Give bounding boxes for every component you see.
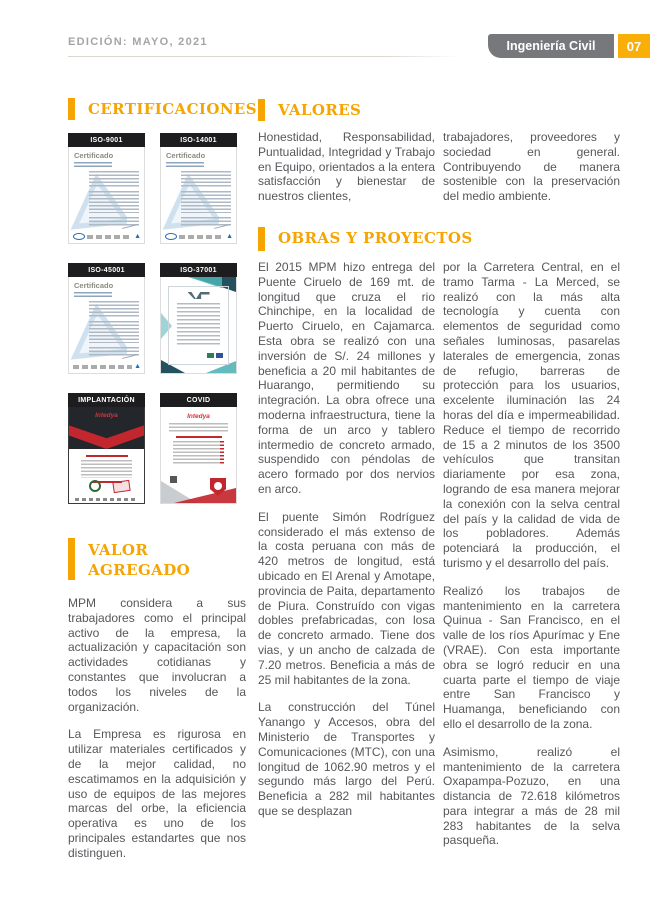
logo-square [216, 353, 223, 358]
paragraph: La Empresa es rigurosa en utilizar materiales certificados y de la mejor calidad, no escatimamos en la adquisición y uso de equipos de las mejores marcas del orbe, la eficiencia operativa es uno de los principales estandartes que nos distinguen. [68, 727, 246, 860]
category-badge [488, 34, 614, 58]
tuv-logo-icon: ▲ [134, 363, 141, 370]
logo-square [207, 353, 214, 358]
tuv-logo-icon: ▲ [134, 233, 141, 240]
fake-text-lines [81, 460, 132, 478]
red-title-line [86, 455, 128, 457]
section-title-line2: AGREGADO [88, 561, 191, 579]
category-badge-label: Ingeniería Civil [506, 39, 596, 53]
valor-agregado-text [68, 596, 246, 861]
obras-column-2 [443, 260, 620, 861]
intedya-brand-text: Intedya [187, 413, 210, 420]
intedya-brand-text: Intedya [95, 412, 118, 419]
certificate-title-text: Certificado [74, 281, 114, 290]
paragraph: por la Carretera Central, en el tramo Tarma - La Merced, se realizó con la más alta tecnología y cuenta con elementos de seguridad como señales luminosas, pasarelas laterales de emergencia, zonas de refugio, barreras de protección para los usuarios, excelente iluminación las 24 horas del día e impermeabilidad. Reduce el tiempo de recorrido de 15 a 2 minutos de los 3500 vehículos que transitan diariamente por esa zona, logrando de esa manera mejorar la conexión con la selva central del país y la calidad de vida de los pobladores. Además potenciará la producción, el turismo y el desarrollo del país. [443, 260, 620, 570]
obras-column-1 [258, 260, 435, 832]
section-title: OBRAS Y PROYECTOS [278, 229, 473, 247]
edition-label: EDICIÓN: MAYO, 2021 [68, 36, 208, 48]
certificate-footer-logos [165, 233, 233, 240]
accent-bar [68, 98, 75, 120]
certificate-label: ISO-37001 [160, 263, 237, 277]
paragraph: Honestidad, Responsabilidad, Puntualidad, Integridad y Trabajo en Equipo, orientados a la entera satisfacción y bienestar de nuestros clientes, [258, 130, 435, 204]
certificate-label: IMPLANTACIÓN [68, 393, 145, 407]
certificate-thumbnail [160, 277, 237, 374]
section-valor-agregado-heading [68, 538, 246, 580]
fake-text-lines [89, 191, 139, 213]
certificate-label: ISO-9001 [68, 133, 145, 147]
fake-text-lines [74, 292, 112, 298]
certificate-covid [160, 393, 237, 505]
certificates-grid [68, 133, 238, 505]
fake-text-lines [89, 301, 139, 317]
certificate-thumbnail [160, 147, 237, 244]
accent-bar [258, 227, 265, 251]
fake-text-lines [173, 441, 224, 465]
valores-column-2 [443, 130, 620, 217]
certificate-iso-37001 [160, 263, 237, 375]
logo-oval [165, 233, 177, 240]
accent-bar [258, 99, 265, 121]
paragraph: Asimismo, realizó el mantenimiento de la carretera Oxapampa-Pozuzo, en una distancia de 72.618 kilómetros para integrar a más de 28 mil 283 habitantes de la selva pasqueña. [443, 744, 620, 848]
certificate-title-text: Certificado [166, 151, 206, 160]
section-obras-heading [258, 227, 620, 251]
accent-bar [68, 538, 75, 580]
fake-text-lines [73, 365, 132, 369]
paragraph: El 2015 MPM hizo entrega del Puente Ciruelo de 169 mt. de longitud que cruza el rio Chinchipe, en la localidad de Puerto Ciruelo, en Cajamarca. Esta obra se realizó con una inversión de S/. 24 millones y beneficia a 20 mil habitantes de Huarango, permitiendo su integración. La obra ofrece una moderna infraestructura, tiene la forma de un arco y tablero intermedio de concreto armado, suspendido con péndolas de acero formado por dos nervios en arco. [258, 260, 435, 496]
section-certificaciones-heading [68, 98, 257, 120]
stamp-icon [112, 480, 130, 493]
certificate-iso-9001 [68, 133, 145, 245]
section-title [88, 538, 190, 580]
fake-text-lines [89, 171, 139, 187]
certificate-footer-logos [73, 233, 141, 240]
fake-text-lines [179, 235, 224, 239]
section-title: CERTIFICACIONES [88, 100, 257, 118]
fake-text-lines [181, 191, 231, 213]
section-valor-agregado [68, 538, 246, 874]
paragraph: Realizó los trabajos de mantenimiento en la carretera Quinua - San Francisco, en el valle de los ríos Apurímac y Ene (VRAE). Con esta importante obra se logró reducir en una cuarta parte el tiempo de viaje entre San Francisco y Huamanga, beneficiando con ello el desarrollo de la zona. [443, 583, 620, 731]
certificate-footer-logos [73, 363, 141, 370]
certificate-title-text: Certificado [74, 151, 114, 160]
certificate-implantacion [68, 393, 145, 505]
fake-text-lines [89, 321, 139, 343]
fake-text-lines [166, 162, 204, 168]
red-chevron [68, 425, 145, 449]
page-number: 07 [626, 38, 642, 54]
certificate-iso-14001 [160, 133, 237, 245]
seal-icon [89, 480, 101, 492]
certificate-label: ISO-45001 [68, 263, 145, 277]
paragraph: La construcción del Túnel Yanango y Accesos, obra del Ministerio de Transportes y Comunicaciones (MTC), con una longitud de 1062.90 metros y el segundo más largo del Perú. Beneficia a 282 mil habitantes que se desplazan [258, 700, 435, 818]
qr-code-icon [170, 476, 177, 483]
fake-text-lines [75, 498, 138, 501]
certificate-iso-45001 [68, 263, 145, 375]
red-title-line [176, 436, 222, 438]
certificate-footer-logos [207, 353, 223, 358]
certificate-thumbnail [160, 407, 237, 504]
fake-text-lines [74, 162, 112, 168]
header-divider [68, 56, 460, 57]
paragraph: MPM considera a sus trabajadores como el principal activo de la empresa, la actualización y capacitación son actividades cotidianas y constantes que involucran a todos los niveles de la organización. [68, 596, 246, 714]
fake-text-lines [181, 171, 231, 187]
fake-text-lines [169, 423, 228, 433]
fake-text-lines [87, 235, 132, 239]
certificate-thumbnail [68, 147, 145, 244]
paragraph: El puente Simón Rodríguez considerado el más extenso de la costa peruana con más de 420 metros de longitud, está ubicado en El Arenal y Amotape, provincia de Paita, departamento de Piura. Construído con vigas dobles prefabricadas, con losa de concreto armado. Tiene dos vias, y un ancho de calzada de 7.20 metros. Beneficia a más de 25 mil habitantes de la zona. [258, 509, 435, 687]
certificate-label: ISO-14001 [160, 133, 237, 147]
logo-oval [73, 233, 85, 240]
valores-column-1 [258, 130, 435, 217]
section-title: VALORES [278, 101, 362, 119]
section-title-line1: VALOR [88, 541, 149, 559]
tuv-logo-icon: ▲ [226, 233, 233, 240]
certificate-label: COVID [160, 393, 237, 407]
page-number-badge [618, 34, 650, 58]
section-valores-heading [258, 99, 361, 121]
paragraph: trabajadores, proveedores y sociedad en general. Contribuyendo de manera sostenible con la preservación del medio ambiente. [443, 130, 620, 204]
certificate-thumbnail [68, 277, 145, 374]
certificate-thumbnail [68, 407, 145, 504]
